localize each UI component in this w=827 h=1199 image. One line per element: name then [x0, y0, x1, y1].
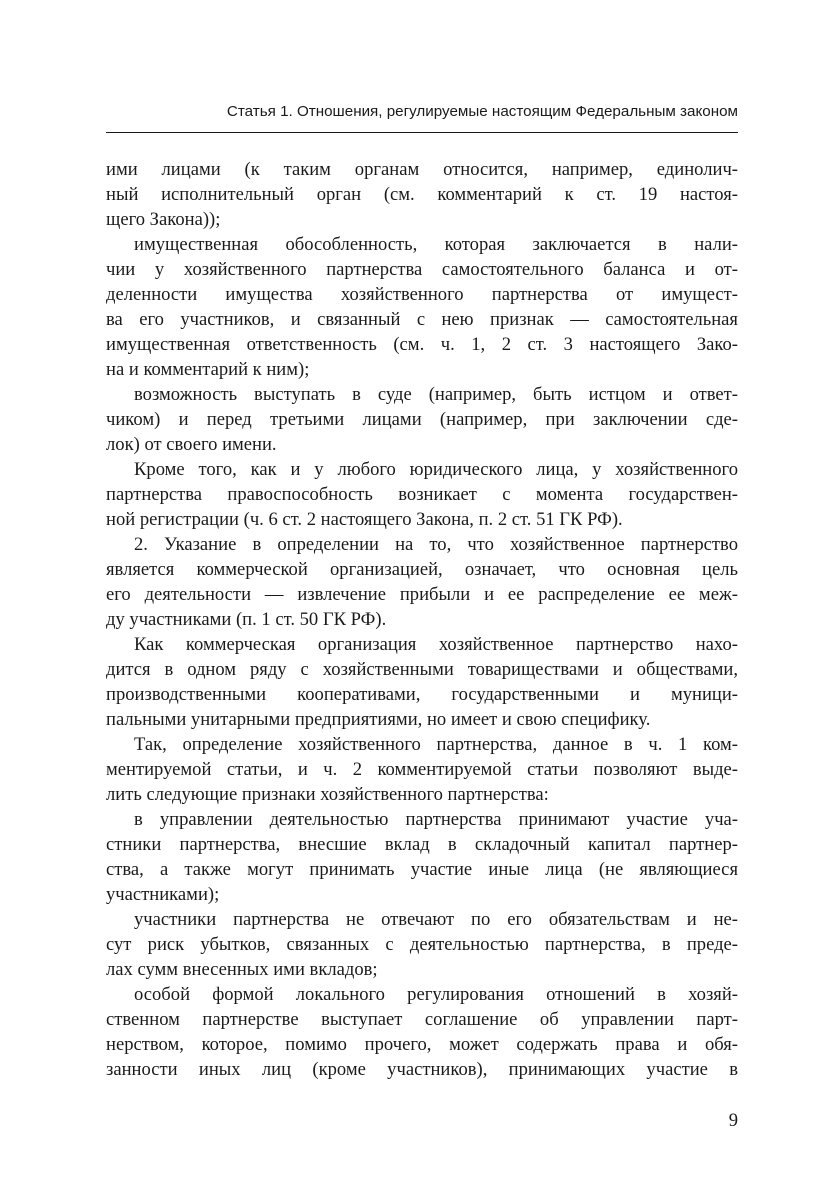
- text-line: лить следующие признаки хозяйственного партнерства:: [106, 784, 549, 805]
- text-line: производственными кооперативами, государственными и муници-: [106, 684, 738, 705]
- text-line: дится в одном ряду с хозяйственными товариществами и обществами,: [106, 659, 738, 680]
- text-line: нерством, которое, помимо прочего, может содержать права и обя-: [106, 1034, 738, 1055]
- text-line: деленности имущества хозяйственного партнерства от имущест-: [106, 284, 738, 305]
- page-number: 9: [728, 1110, 738, 1131]
- text-line: ства, а также могут принимать участие иные лица (не являющиеся: [106, 859, 738, 880]
- text-line: чиком) и перед третьими лицами (например, при заключении сде-: [106, 409, 738, 430]
- text-line: его деятельности — извлечение прибыли и ее распределение ее меж-: [106, 584, 738, 605]
- text-line: Как коммерческая организация хозяйственное партнерство нахо-: [134, 634, 738, 655]
- text-line: на и комментарий к ним);: [106, 359, 310, 380]
- text-line: сут риск убытков, связанных с деятельностью партнерства, в преде-: [106, 934, 738, 955]
- text-line: ный исполнительный орган (см. комментарий к ст. 19 настоя-: [106, 184, 738, 205]
- text-line: лах сумм внесенных ими вкладов;: [106, 959, 378, 980]
- text-line: 2. Указание в определении на то, что хозяйственное партнерство: [134, 534, 738, 555]
- body-text: [106, 157, 738, 1082]
- text-line: Кроме того, как и у любого юридического лица, у хозяйственного: [134, 459, 738, 480]
- running-header: Статья 1. Отношения, регулируемые настоящим Федеральным законом: [226, 103, 738, 120]
- text-line: партнерства правоспособность возникает с момента государствен-: [106, 484, 738, 505]
- text-line: ва его участников, и связанный с нею признак — самостоятельная: [106, 309, 738, 330]
- text-line: занности иных лиц (кроме участников), принимающих участие в: [106, 1059, 738, 1080]
- text-line: ду участниками (п. 1 ст. 50 ГК РФ).: [106, 609, 387, 630]
- text-line: участники партнерства не отвечают по его обязательствам и не-: [134, 909, 738, 930]
- text-line: пальными унитарными предприятиями, но имеет и свою специфику.: [106, 709, 651, 730]
- text-line: лок) от своего имени.: [106, 434, 277, 455]
- text-line: является коммерческой организацией, означает, что основная цель: [106, 559, 738, 580]
- text-line: ментируемой статьи, и ч. 2 комментируемой статьи позволяют выде-: [106, 759, 738, 780]
- text-line: стники партнерства, внесшие вклад в складочный капитал партнер-: [106, 834, 738, 855]
- header-rule: [106, 132, 738, 133]
- text-line: Так, определение хозяйственного партнерства, данное в ч. 1 ком-: [134, 734, 738, 755]
- text-line: имущественная обособленность, которая заключается в нали-: [134, 234, 738, 255]
- text-line: щего Закона));: [106, 209, 221, 230]
- text-line: ной регистрации (ч. 6 ст. 2 настоящего Закона, п. 2 ст. 51 ГК РФ).: [106, 509, 623, 530]
- text-line: в управлении деятельностью партнерства принимают участие уча-: [134, 809, 738, 830]
- text-line: участниками);: [106, 884, 220, 905]
- text-line: особой формой локального регулирования отношений в хозяй-: [134, 984, 738, 1005]
- text-line: чии у хозяйственного партнерства самостоятельного баланса и от-: [106, 259, 738, 280]
- text-line: ими лицами (к таким органам относится, например, единолич-: [106, 159, 738, 180]
- text-line: ственном партнерстве выступает соглашение об управлении парт-: [106, 1009, 738, 1030]
- text-line: возможность выступать в суде (например, быть истцом и ответ-: [134, 384, 738, 405]
- text-line: имущественная ответственность (см. ч. 1, 2 ст. 3 настоящего Зако-: [106, 334, 738, 355]
